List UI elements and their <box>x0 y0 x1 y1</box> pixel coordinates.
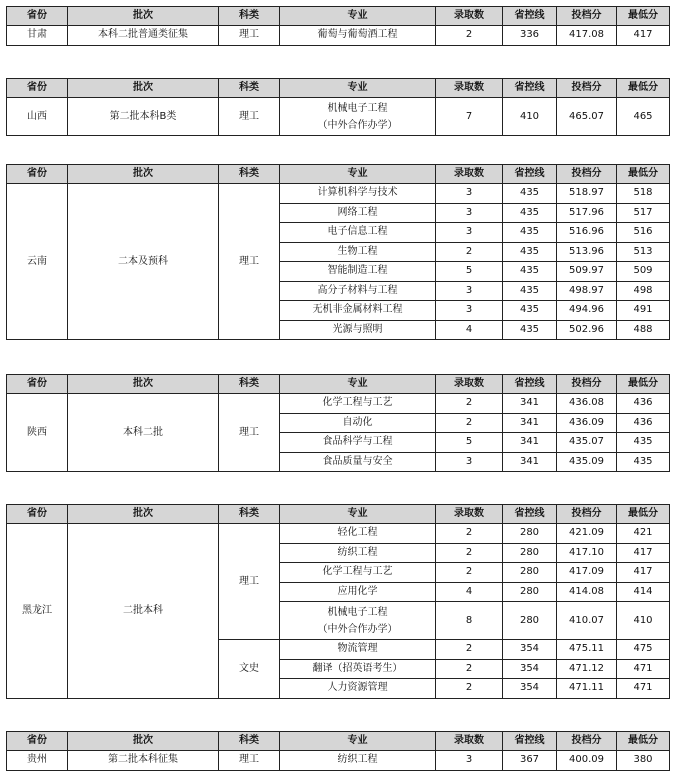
control-line-cell: 336 <box>503 26 557 46</box>
major-cell: 计算机科学与技术 <box>280 184 436 204</box>
admission-table-shanxi <box>6 78 670 136</box>
major-cell: 生物工程 <box>280 242 436 262</box>
filing-score-cell: 414.08 <box>557 582 617 602</box>
admitted-cell: 3 <box>436 184 503 204</box>
control-line-cell: 410 <box>503 98 557 136</box>
control-line-cell: 280 <box>503 524 557 544</box>
min-score-cell: 436 <box>617 394 670 414</box>
header-control-line: 省控线 <box>503 165 557 184</box>
category-cell: 理工 <box>219 98 280 136</box>
major-cell: 食品科学与工程 <box>280 433 436 453</box>
major-cell: 翻译（招英语考生） <box>280 659 436 679</box>
category-cell: 理工 <box>219 751 280 771</box>
admitted-cell: 2 <box>436 413 503 433</box>
filing-score-cell: 516.96 <box>557 223 617 243</box>
header-category: 科类 <box>219 505 280 524</box>
header-admitted: 录取数 <box>436 165 503 184</box>
table-header-row <box>7 7 670 26</box>
header-control-line: 省控线 <box>503 7 557 26</box>
category-cell: 文史 <box>219 640 280 699</box>
major-name: 机械电子工程 <box>327 606 388 618</box>
header-major: 专业 <box>280 375 436 394</box>
filing-score-cell: 417.09 <box>557 563 617 583</box>
table-row <box>7 524 670 544</box>
min-score-cell: 436 <box>617 413 670 433</box>
admitted-cell: 2 <box>436 640 503 660</box>
control-line-cell: 435 <box>503 281 557 301</box>
header-control-line: 省控线 <box>503 732 557 751</box>
admitted-cell: 3 <box>436 301 503 321</box>
major-cell: 无机非金属材料工程 <box>280 301 436 321</box>
major-cell: 化学工程与工艺 <box>280 563 436 583</box>
header-admitted: 录取数 <box>436 7 503 26</box>
admitted-cell: 2 <box>436 563 503 583</box>
header-filing-score: 投档分 <box>557 165 617 184</box>
header-control-line: 省控线 <box>503 375 557 394</box>
province-cell: 甘肃 <box>7 26 68 46</box>
header-min-score: 最低分 <box>617 165 670 184</box>
control-line-cell: 280 <box>503 543 557 563</box>
major-cell: 网络工程 <box>280 203 436 223</box>
control-line-cell: 341 <box>503 394 557 414</box>
category-cell: 理工 <box>219 524 280 640</box>
header-province: 省份 <box>7 505 68 524</box>
control-line-cell: 435 <box>503 203 557 223</box>
min-score-cell: 380 <box>617 751 670 771</box>
header-min-score: 最低分 <box>617 505 670 524</box>
major-cell: 轻化工程 <box>280 524 436 544</box>
min-score-cell: 410 <box>617 602 670 640</box>
filing-score-cell: 502.96 <box>557 320 617 340</box>
header-control-line: 省控线 <box>503 505 557 524</box>
control-line-cell: 354 <box>503 679 557 699</box>
major-cell: 葡萄与葡萄酒工程 <box>280 26 436 46</box>
category-cell: 理工 <box>219 184 280 340</box>
filing-score-cell: 410.07 <box>557 602 617 640</box>
header-province: 省份 <box>7 165 68 184</box>
major-name: 机械电子工程 <box>327 102 388 114</box>
min-score-cell: 509 <box>617 262 670 282</box>
major-cell: 物流管理 <box>280 640 436 660</box>
major-cell: 化学工程与工艺 <box>280 394 436 414</box>
header-control-line: 省控线 <box>503 79 557 98</box>
province-cell: 黑龙江 <box>7 524 68 699</box>
admitted-cell: 5 <box>436 433 503 453</box>
filing-score-cell: 417.10 <box>557 543 617 563</box>
header-batch: 批次 <box>68 79 219 98</box>
min-score-cell: 417 <box>617 26 670 46</box>
min-score-cell: 421 <box>617 524 670 544</box>
admitted-cell: 7 <box>436 98 503 136</box>
header-filing-score: 投档分 <box>557 79 617 98</box>
major-cell: 光源与照明 <box>280 320 436 340</box>
header-admitted: 录取数 <box>436 79 503 98</box>
min-score-cell: 417 <box>617 563 670 583</box>
province-cell: 陕西 <box>7 394 68 472</box>
control-line-cell: 435 <box>503 320 557 340</box>
min-score-cell: 516 <box>617 223 670 243</box>
header-min-score: 最低分 <box>617 7 670 26</box>
admission-table-shaanxi <box>6 374 670 472</box>
filing-score-cell: 436.08 <box>557 394 617 414</box>
header-admitted: 录取数 <box>436 505 503 524</box>
admitted-cell: 2 <box>436 242 503 262</box>
table-header-row <box>7 505 670 524</box>
header-batch: 批次 <box>68 505 219 524</box>
major-cell: 纺织工程 <box>280 543 436 563</box>
control-line-cell: 280 <box>503 563 557 583</box>
major-cell: 高分子材料与工程 <box>280 281 436 301</box>
header-province: 省份 <box>7 79 68 98</box>
header-category: 科类 <box>219 732 280 751</box>
header-min-score: 最低分 <box>617 79 670 98</box>
control-line-cell: 280 <box>503 602 557 640</box>
table-row <box>7 751 670 771</box>
header-major: 专业 <box>280 732 436 751</box>
admitted-cell: 3 <box>436 281 503 301</box>
min-score-cell: 518 <box>617 184 670 204</box>
batch-cell: 二本及预科 <box>68 184 219 340</box>
header-min-score: 最低分 <box>617 732 670 751</box>
major-cell: 人力资源管理 <box>280 679 436 699</box>
major-cell: 应用化学 <box>280 582 436 602</box>
header-filing-score: 投档分 <box>557 732 617 751</box>
control-line-cell: 435 <box>503 184 557 204</box>
admitted-cell: 2 <box>436 679 503 699</box>
min-score-cell: 471 <box>617 659 670 679</box>
major-cell: 自动化 <box>280 413 436 433</box>
category-cell: 理工 <box>219 394 280 472</box>
min-score-cell: 435 <box>617 452 670 472</box>
header-min-score: 最低分 <box>617 375 670 394</box>
province-cell: 山西 <box>7 98 68 136</box>
header-province: 省份 <box>7 732 68 751</box>
header-batch: 批次 <box>68 375 219 394</box>
table-header-row <box>7 732 670 751</box>
min-score-cell: 471 <box>617 679 670 699</box>
control-line-cell: 341 <box>503 413 557 433</box>
table-header-row <box>7 375 670 394</box>
control-line-cell: 435 <box>503 301 557 321</box>
admitted-cell: 3 <box>436 452 503 472</box>
control-line-cell: 435 <box>503 262 557 282</box>
filing-score-cell: 417.08 <box>557 26 617 46</box>
table-row <box>7 394 670 414</box>
table-header-row <box>7 79 670 98</box>
filing-score-cell: 435.07 <box>557 433 617 453</box>
header-filing-score: 投档分 <box>557 375 617 394</box>
filing-score-cell: 435.09 <box>557 452 617 472</box>
filing-score-cell: 494.96 <box>557 301 617 321</box>
header-filing-score: 投档分 <box>557 7 617 26</box>
min-score-cell: 414 <box>617 582 670 602</box>
header-admitted: 录取数 <box>436 375 503 394</box>
batch-cell: 本科二批 <box>68 394 219 472</box>
admission-table-gansu <box>6 6 670 46</box>
table-row <box>7 98 670 136</box>
filing-score-cell: 471.11 <box>557 679 617 699</box>
batch-cell: 二批本科 <box>68 524 219 699</box>
table-row <box>7 26 670 46</box>
major-cell: 电子信息工程 <box>280 223 436 243</box>
min-score-cell: 517 <box>617 203 670 223</box>
filing-score-cell: 421.09 <box>557 524 617 544</box>
admission-table-guizhou <box>6 731 670 771</box>
header-batch: 批次 <box>68 7 219 26</box>
filing-score-cell: 400.09 <box>557 751 617 771</box>
batch-cell: 第二批本科B类 <box>68 98 219 136</box>
min-score-cell: 498 <box>617 281 670 301</box>
min-score-cell: 491 <box>617 301 670 321</box>
control-line-cell: 280 <box>503 582 557 602</box>
header-province: 省份 <box>7 375 68 394</box>
major-cell <box>280 98 436 136</box>
header-category: 科类 <box>219 165 280 184</box>
admitted-cell: 4 <box>436 320 503 340</box>
min-score-cell: 435 <box>617 433 670 453</box>
min-score-cell: 513 <box>617 242 670 262</box>
province-cell: 贵州 <box>7 751 68 771</box>
category-cell: 理工 <box>219 26 280 46</box>
min-score-cell: 475 <box>617 640 670 660</box>
province-cell: 云南 <box>7 184 68 340</box>
admitted-cell: 3 <box>436 203 503 223</box>
admitted-cell: 4 <box>436 582 503 602</box>
major-note: （中外合作办学） <box>317 119 398 131</box>
control-line-cell: 341 <box>503 452 557 472</box>
filing-score-cell: 465.07 <box>557 98 617 136</box>
admitted-cell: 2 <box>436 659 503 679</box>
admitted-cell: 2 <box>436 543 503 563</box>
filing-score-cell: 471.12 <box>557 659 617 679</box>
major-cell: 食品质量与安全 <box>280 452 436 472</box>
admitted-cell: 3 <box>436 751 503 771</box>
header-category: 科类 <box>219 375 280 394</box>
header-batch: 批次 <box>68 165 219 184</box>
header-major: 专业 <box>280 79 436 98</box>
header-category: 科类 <box>219 79 280 98</box>
control-line-cell: 341 <box>503 433 557 453</box>
filing-score-cell: 517.96 <box>557 203 617 223</box>
table-row <box>7 184 670 204</box>
admitted-cell: 2 <box>436 26 503 46</box>
control-line-cell: 435 <box>503 242 557 262</box>
control-line-cell: 354 <box>503 640 557 660</box>
admitted-cell: 5 <box>436 262 503 282</box>
admitted-cell: 3 <box>436 223 503 243</box>
major-cell: 纺织工程 <box>280 751 436 771</box>
admission-table-yunnan <box>6 164 670 340</box>
header-major: 专业 <box>280 505 436 524</box>
filing-score-cell: 509.97 <box>557 262 617 282</box>
admission-table-heilongjiang <box>6 504 670 699</box>
header-major: 专业 <box>280 165 436 184</box>
control-line-cell: 354 <box>503 659 557 679</box>
major-cell: 智能制造工程 <box>280 262 436 282</box>
header-filing-score: 投档分 <box>557 505 617 524</box>
major-cell <box>280 602 436 640</box>
header-major: 专业 <box>280 7 436 26</box>
header-province: 省份 <box>7 7 68 26</box>
min-score-cell: 417 <box>617 543 670 563</box>
filing-score-cell: 436.09 <box>557 413 617 433</box>
major-note: （中外合作办学） <box>317 623 398 635</box>
header-admitted: 录取数 <box>436 732 503 751</box>
header-batch: 批次 <box>68 732 219 751</box>
filing-score-cell: 498.97 <box>557 281 617 301</box>
header-category: 科类 <box>219 7 280 26</box>
table-header-row <box>7 165 670 184</box>
min-score-cell: 488 <box>617 320 670 340</box>
filing-score-cell: 518.97 <box>557 184 617 204</box>
control-line-cell: 435 <box>503 223 557 243</box>
filing-score-cell: 513.96 <box>557 242 617 262</box>
control-line-cell: 367 <box>503 751 557 771</box>
admitted-cell: 8 <box>436 602 503 640</box>
admitted-cell: 2 <box>436 394 503 414</box>
filing-score-cell: 475.11 <box>557 640 617 660</box>
batch-cell: 本科二批普通类征集 <box>68 26 219 46</box>
admitted-cell: 2 <box>436 524 503 544</box>
batch-cell: 第二批本科征集 <box>68 751 219 771</box>
min-score-cell: 465 <box>617 98 670 136</box>
